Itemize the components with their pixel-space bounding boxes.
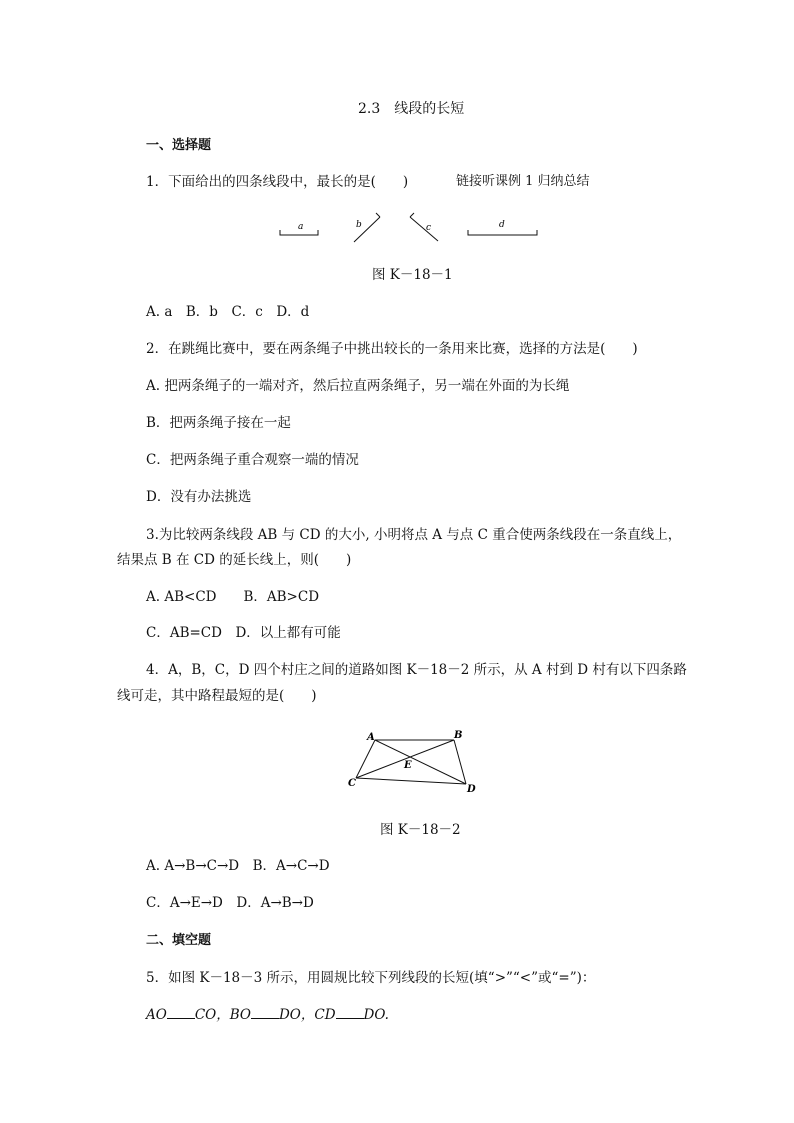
segment-do-cd: DO，CD [278, 1007, 336, 1023]
segment-do: DO. [363, 1007, 389, 1023]
section-heading-choice: 一、选择题 [146, 138, 212, 153]
segment-b [354, 213, 380, 242]
segment-ao: AO [146, 1007, 167, 1023]
road-cd [356, 778, 466, 784]
road-bd [454, 740, 466, 784]
segment-a [280, 222, 318, 235]
segment-label-d: d [499, 220, 505, 230]
question-4-line-1: 4．A，B，C，D 四个村庄之间的道路如图 K－18－2 所示，从 A 村到 D 村有以下四条路 [146, 662, 687, 678]
question-3-line-1: 3.为比较两条线段 AB 与 CD 的大小, 小明将点 A 与点 C 重合使两条线段在一条直线上， [146, 527, 682, 543]
question-1-stem: 1．下面给出的四条线段中，最长的是( ) [146, 174, 409, 190]
question-5-stem: 5．如图 K－18－3 所示，用圆规比较下列线段的长短(填“>”“<”或“=”)： [146, 970, 596, 986]
answer-blank-1[interactable] [167, 1006, 195, 1019]
point-label-b: B [454, 730, 463, 741]
question-3-options-2: C．AB=CD D．以上都有可能 [146, 625, 341, 641]
segment-c [410, 213, 438, 241]
figure-k-18-1 [270, 205, 550, 245]
question-3-line-2: 结果点 B 在 CD 的延长线上，则( ) [117, 552, 352, 568]
figure-caption-2: 图 K－18－2 [380, 822, 461, 838]
point-label-a: A [367, 732, 375, 743]
segment-label-c: c [426, 223, 432, 233]
point-label-e: E [404, 760, 412, 771]
section-heading-fill: 二、填空题 [146, 933, 212, 948]
segment-label-b: b [356, 220, 362, 230]
point-label-d: D [467, 784, 476, 795]
point-label-c: C [348, 778, 356, 789]
question-4-line-2: 线可走，其中路程最短的是( ) [117, 688, 317, 704]
question-4-options-2: C．A→E→D D．A→B→D [146, 895, 314, 911]
question-1-options: A. a B．b C．c D．d [146, 304, 310, 320]
answer-blank-3[interactable] [336, 1006, 364, 1019]
question-2-stem: 2．在跳绳比赛中，要在两条绳子中挑出较长的一条用来比赛，选择的方法是( ) [146, 341, 638, 357]
question-2-option-a: A. 把两条绳子的一端对齐，然后拉直两条绳子，另一端在外面的为长绳 [146, 378, 570, 394]
question-2-option-d: D．没有办法挑选 [146, 489, 252, 505]
question-4-options-1: A. A→B→C→D B．A→C→D [146, 858, 330, 874]
road-bc [356, 740, 454, 778]
road-ad [375, 740, 466, 784]
figure-caption-1: 图 K－18－1 [372, 267, 453, 283]
question-1-link: 链接听课例 1 归纳总结 [456, 174, 590, 189]
figure-k-18-2 [340, 726, 490, 798]
question-2-option-b: B．把两条绳子接在一起 [146, 415, 291, 431]
segment-co-bo: CO，BO [194, 1007, 251, 1023]
segment-label-a: a [298, 222, 304, 232]
answer-blank-2[interactable] [251, 1006, 279, 1019]
question-2-option-c: C．把两条绳子重合观察一端的情况 [146, 452, 359, 468]
question-3-options-1: A. AB<CD B．AB>CD [146, 589, 320, 605]
road-ac [356, 740, 375, 778]
page-title: 2.3 线段的长短 [358, 101, 465, 117]
question-5-blanks [146, 1006, 389, 1024]
segment-d [468, 220, 537, 235]
